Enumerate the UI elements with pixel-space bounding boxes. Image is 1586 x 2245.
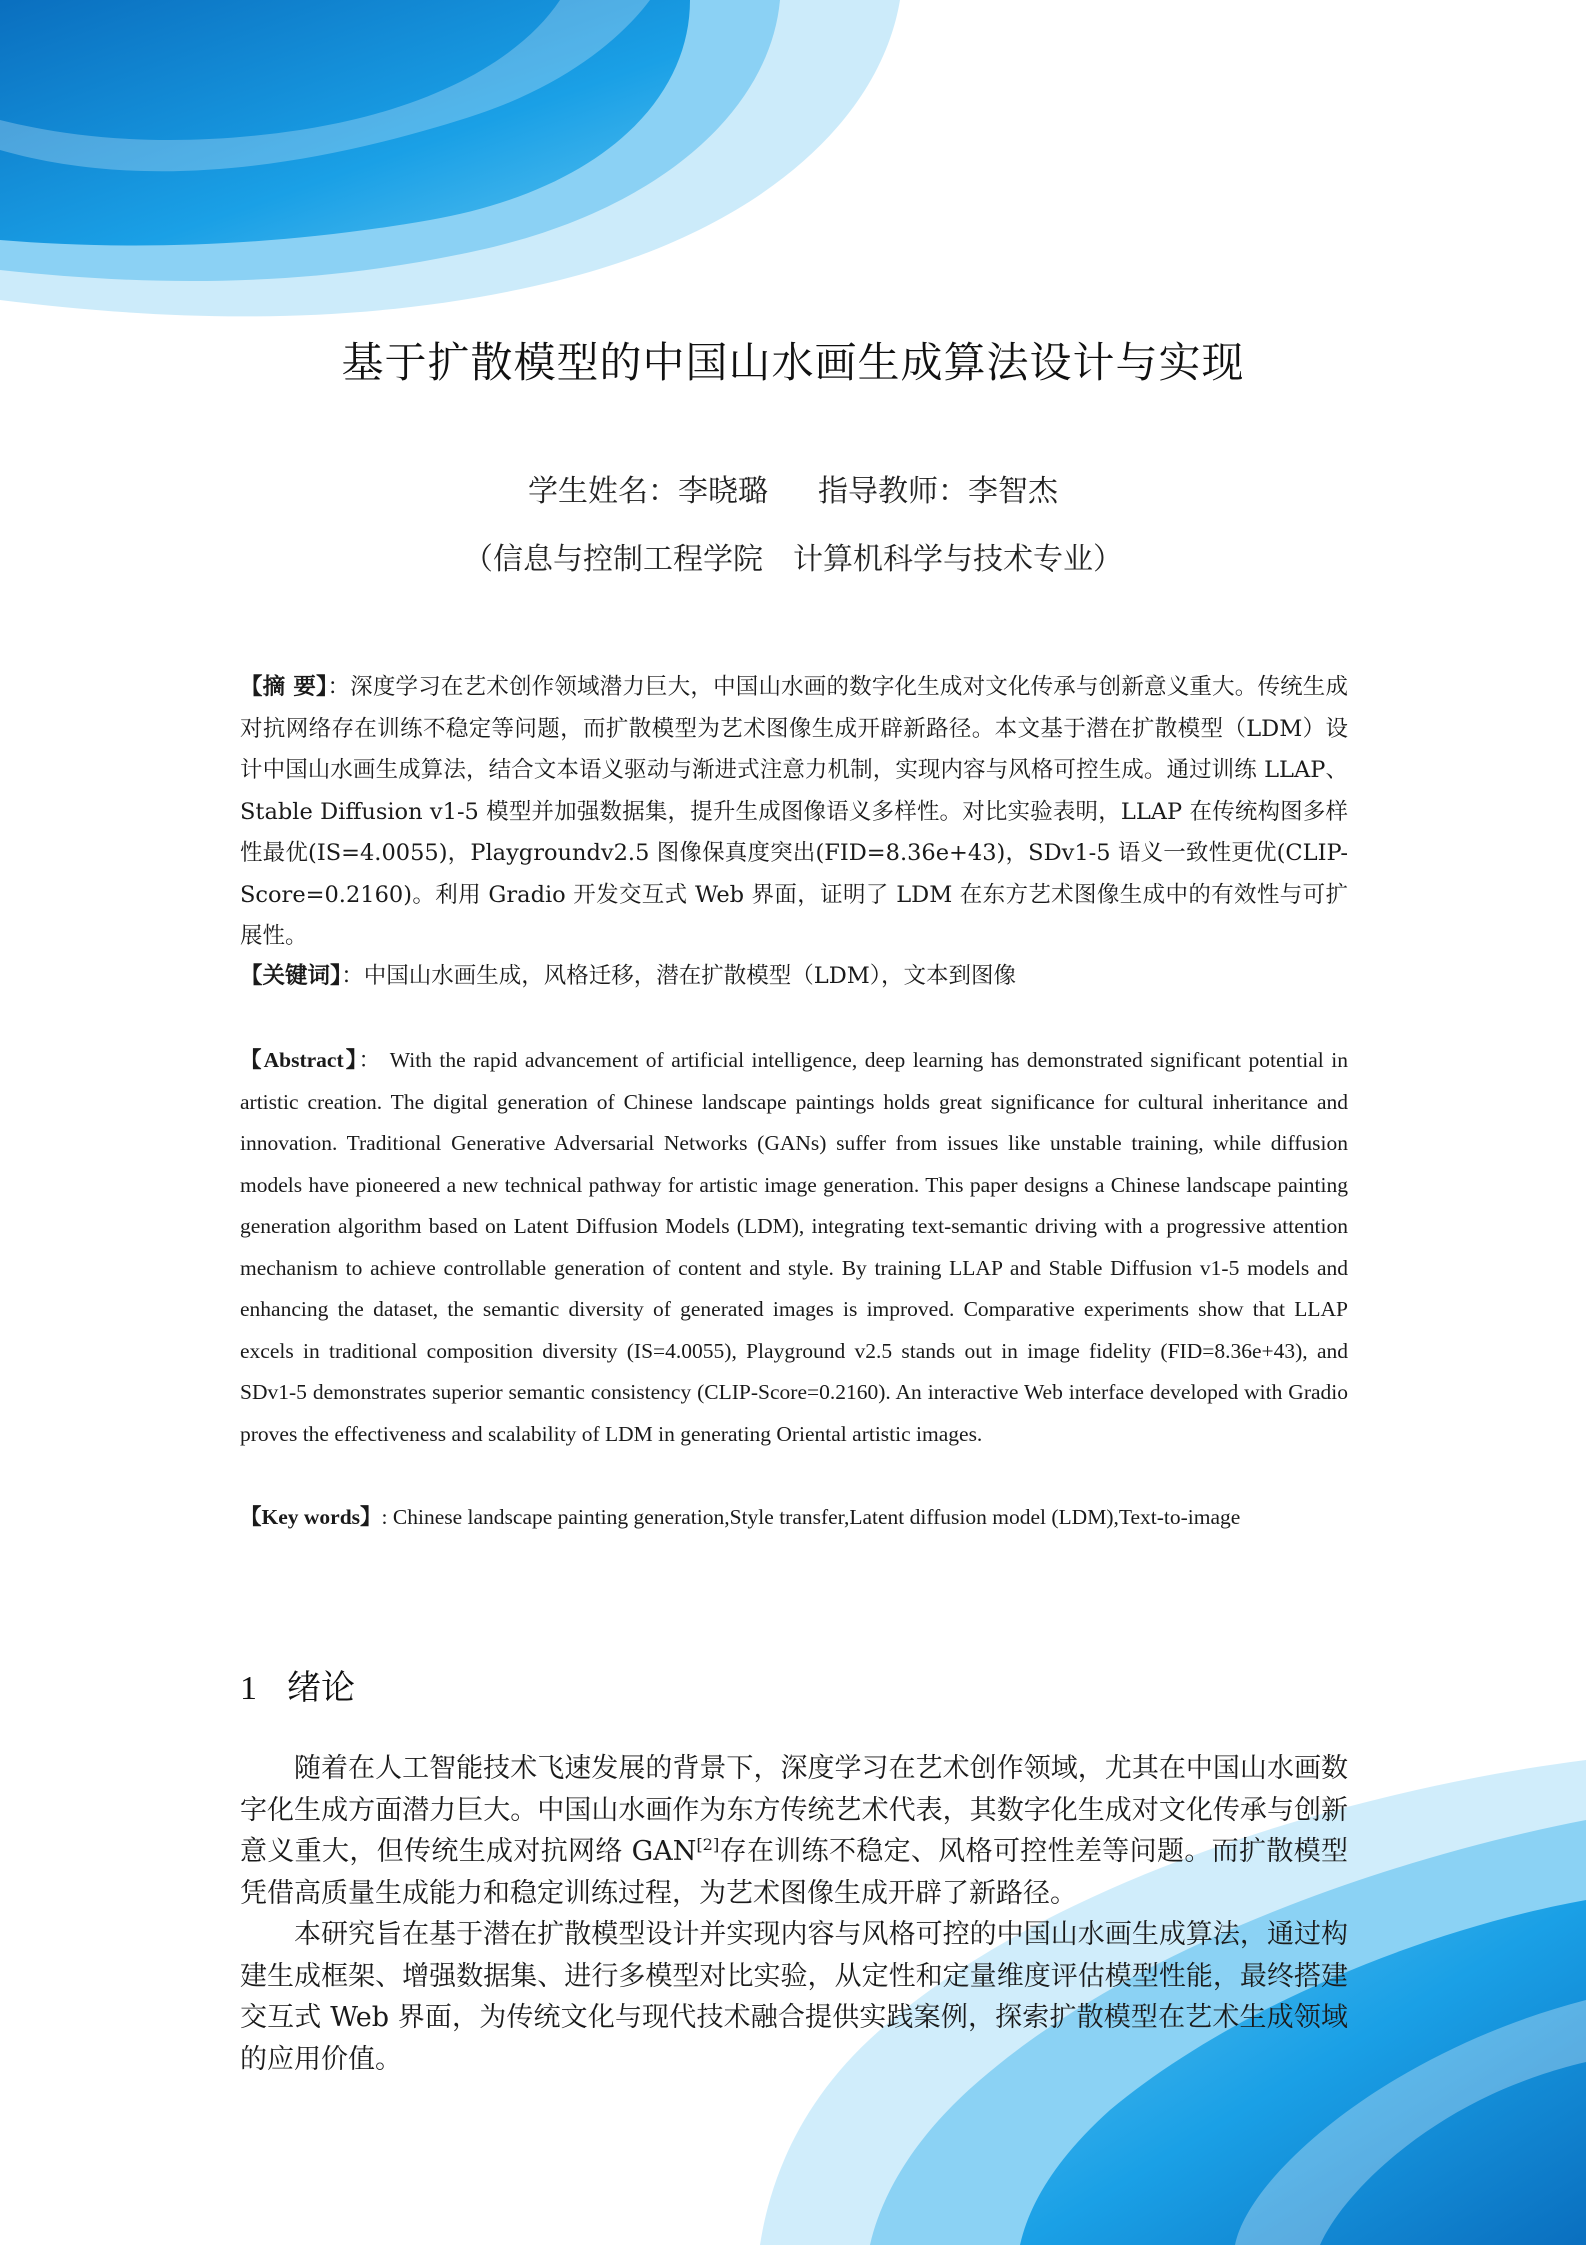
section-number: 1: [240, 1670, 257, 1707]
keywords-en-text: : Chinese landscape painting generation,Style transfer,Latent diffusion model (LDM),Text-to-image: [381, 1505, 1241, 1529]
citation-ref[interactable]: [2]: [696, 1835, 720, 1854]
author-line: [0, 466, 1586, 510]
abstract-cn-label: 【摘 要】: [240, 674, 328, 700]
paragraph-1-text-b: 存在训练不稳定、风格可控性差等问题。而扩散模型凭借高质量生成能力和稳定训练过程，为艺术图像生成开辟了新路径。: [240, 1836, 1349, 1909]
abstract-cn-text: ：深度学习在艺术创作领域潜力巨大，中国山水画的数字化生成对文化传承与创新意义重大。传统生成对抗网络存在训练不稳定等问题，而扩散模型为艺术图像生成开辟新路径。本文基于潜在扩散模型（LDM）设计中国山水画生成算法，结合文本语义驱动与渐进式注意力机制，实现内容与风格可控生成。通过训练 LLAP、Stable Diffusion v1-5 模型并加强数据集，提升生成图像语义多样性。对比实验表明，LLAP 在传统构图多样性最优(IS=4.0055)，Playgroundv2.5 图像保真度突出(FID=8.36e+43)，SDv1-5 语义一致性更优(CLIP-Score=0.2160)。利用 Gradio 开发交互式 Web 界面，证明了 LDM 在东方艺术图像生成中的有效性与可扩展性。: [240, 674, 1348, 949]
abstract-en-label: 【Abstract】: [240, 1048, 359, 1072]
abstract-cn: [240, 667, 1348, 958]
abstract-en: [240, 1040, 1348, 1455]
advisor-name: 指导教师：李智杰: [818, 474, 1058, 509]
keywords-en-label: 【Key words】: [240, 1505, 382, 1529]
keywords-en: [240, 1500, 1240, 1531]
affiliation: （信息与控制工程学院 计算机科学与技术专业）: [463, 542, 1123, 577]
student-name: 学生姓名：李晓璐: [528, 474, 768, 509]
paper-title: 基于扩散模型的中国山水画生成算法设计与实现: [341, 338, 1245, 387]
keywords-cn-label: 【关键词】: [240, 963, 342, 989]
keywords-cn-text: ：中国山水画生成，风格迁移，潜在扩散模型（LDM），文本到图像: [341, 963, 1017, 989]
section-body: [240, 1748, 1348, 2080]
paragraph-1: [240, 1748, 1348, 1914]
keywords-cn: [240, 958, 1016, 990]
section-heading: [240, 1660, 355, 1709]
section-title: 绪论: [287, 1668, 355, 1708]
paragraph-2: 本研究旨在基于潜在扩散模型设计并实现内容与风格可控的中国山水画生成算法，通过构建生成框架、增强数据集、进行多模型对比实验，从定性和定量维度评估模型性能，最终搭建交互式 Web 界面，为传统文化与现代技术融合提供实践案例，探索扩散模型在艺术生成领域的应用价值。: [240, 1919, 1348, 2075]
abstract-en-text: ： With the rapid advancement of artificial intelligence, deep learning has demonstrated significant potential in artistic creation. The digital generation of Chinese landscape paintings holds great significance for cultural inheritance and innovation. Traditional Generative Adversarial Networks (GANs) suffer from issues like unstable training, while diffusion models have pioneered a new technical pathway for artistic image generation. This paper designs a Chinese landscape painting generation algorithm based on Latent Diffusion Models (LDM), integrating text-semantic driving with a progressive attention mechanism to achieve controllable generation of content and style. By training LLAP and Stable Diffusion v1-5 models and enhancing the dataset, the semantic diversity of generated images is improved. Comparative experiments show that LLAP excels in traditional composition diversity (IS=4.0055), Playground v2.5 stands out in image fidelity (FID=8.36e+43), and SDv1-5 demonstrates superior semantic consistency (CLIP-Score=0.2160). An interactive Web interface developed with Gradio proves the effectiveness and scalability of LDM in generating Oriental artistic images.: [240, 1048, 1348, 1446]
paragraph-1-text-a: 随着在人工智能技术飞速发展的背景下，深度学习在艺术创作领域，尤其在中国山水画数字化生成方面潜力巨大。中国山水画作为东方传统艺术代表，其数字化生成对文化传承与创新意义重大，但传统生成对抗网络 GAN: [240, 1753, 1348, 1867]
